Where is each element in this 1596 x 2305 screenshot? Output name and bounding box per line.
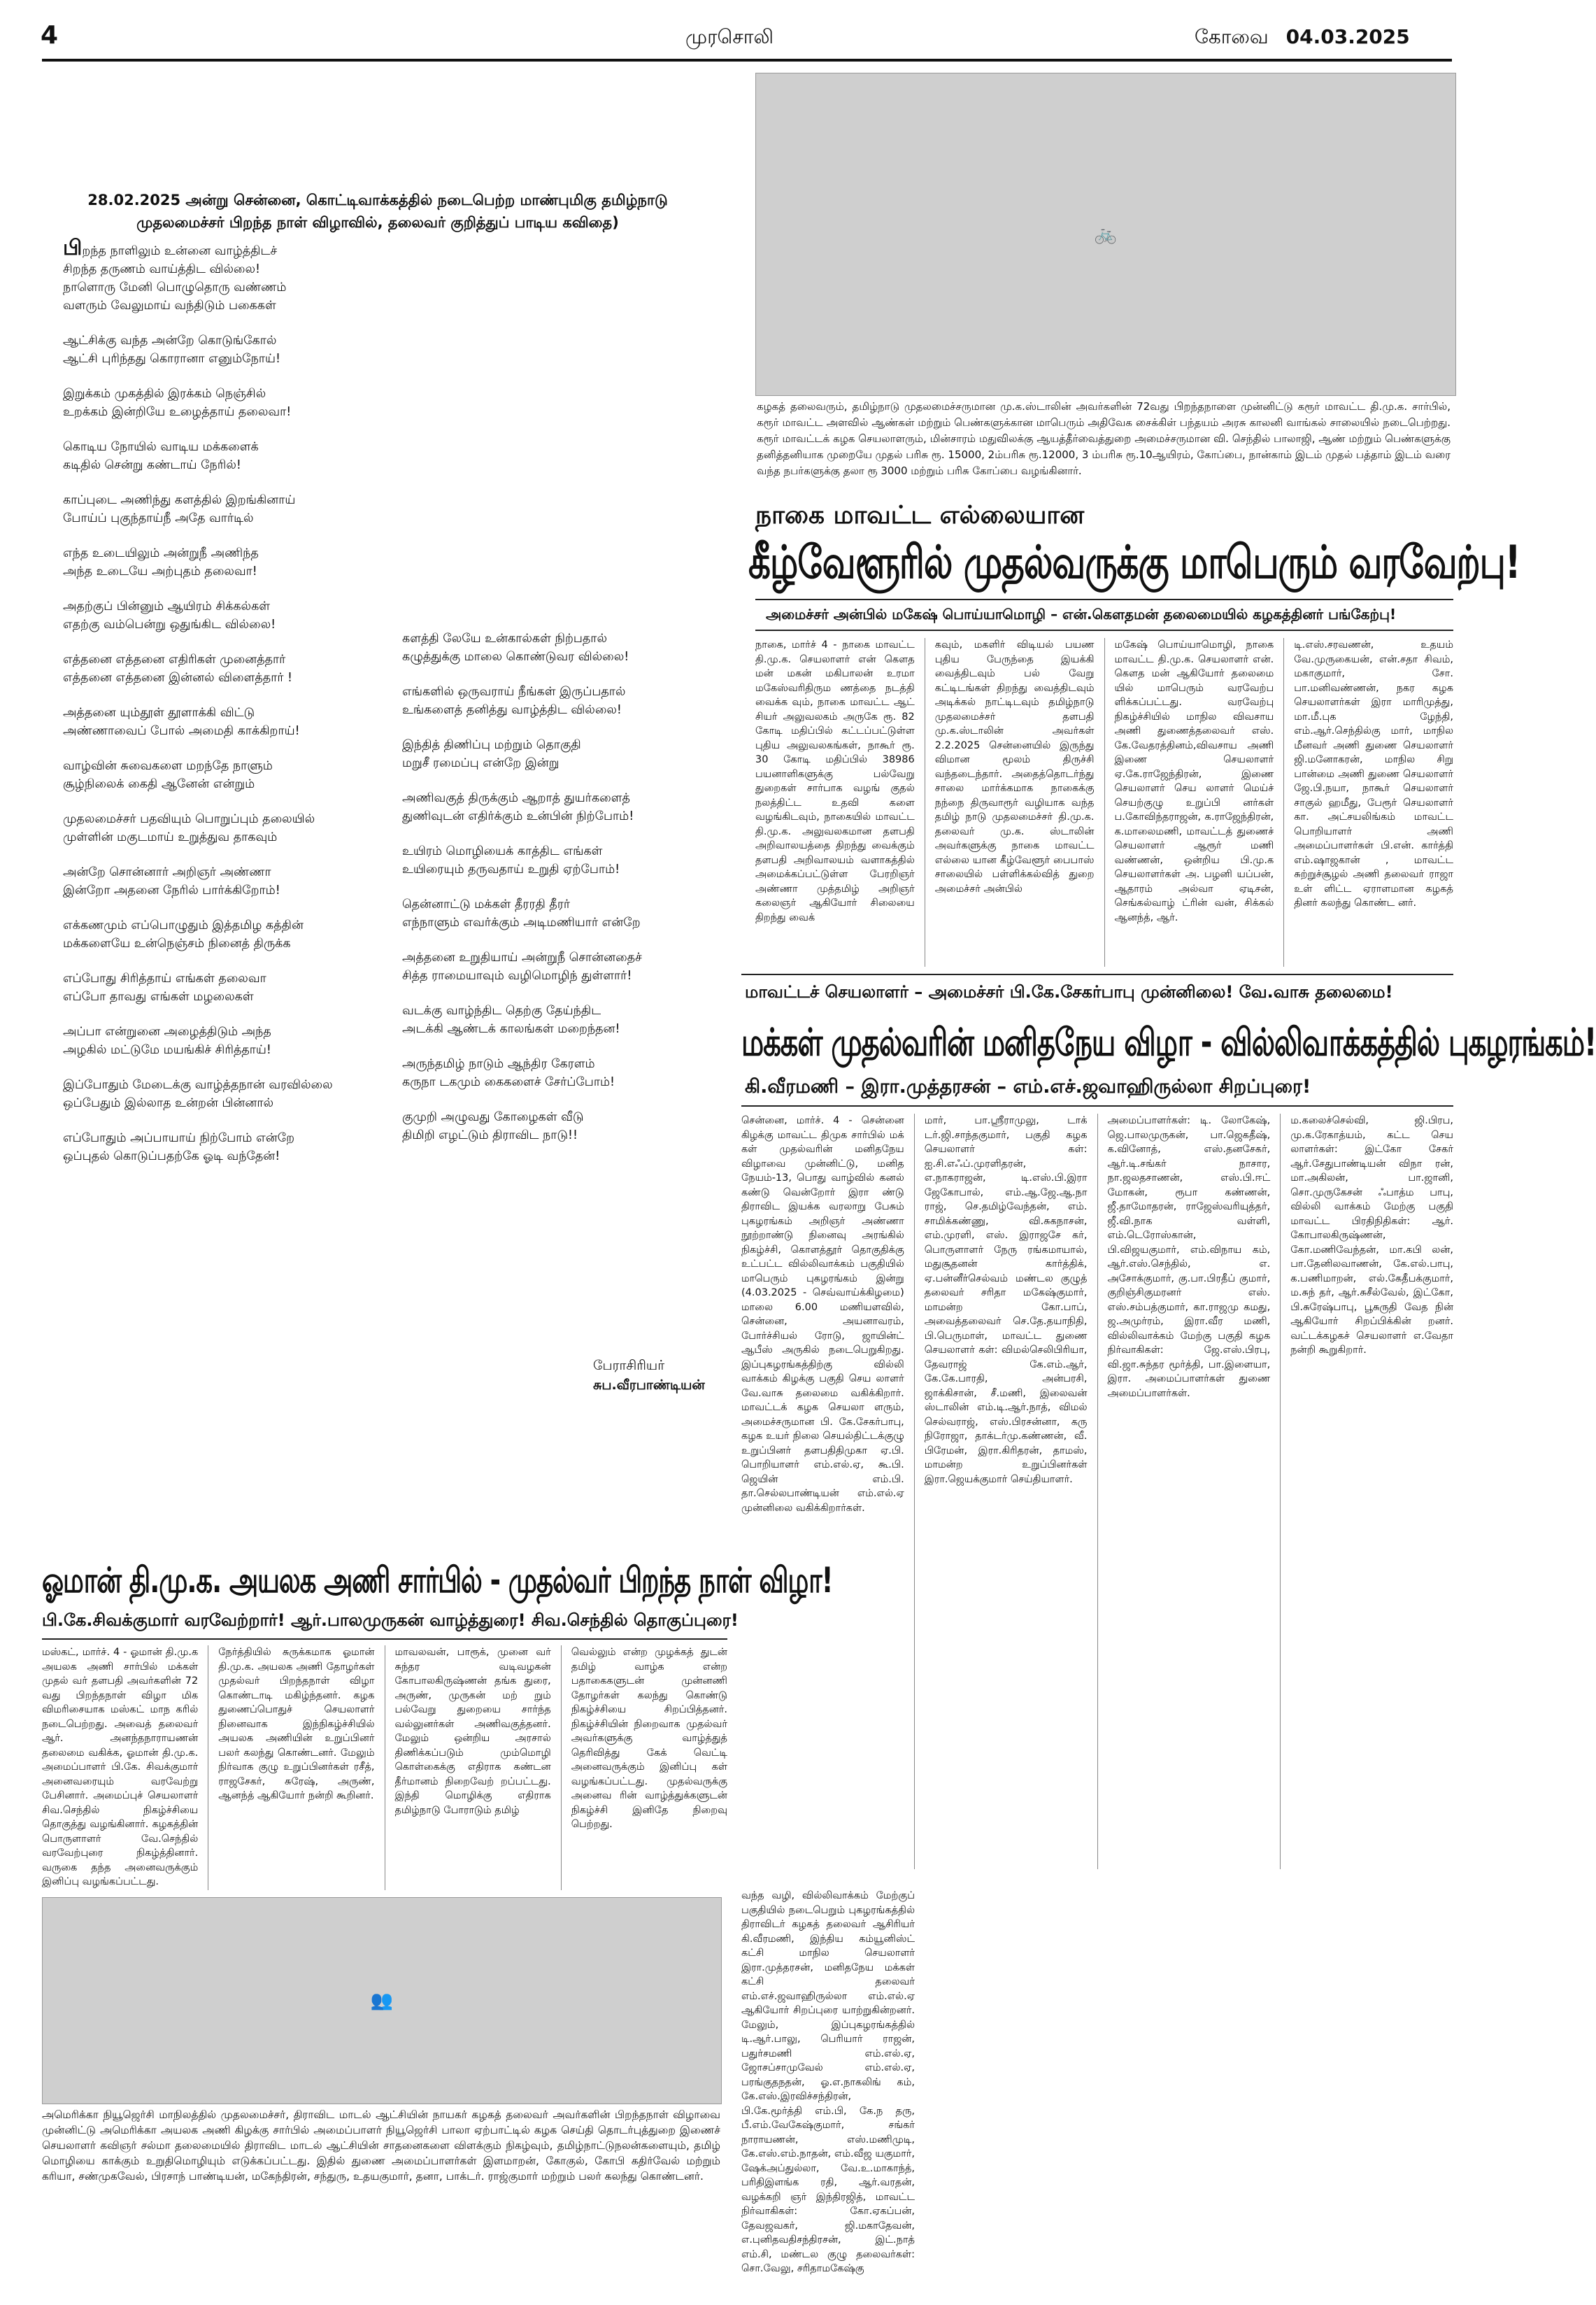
poem-line: தென்னாட்டு மக்கள் தீரரதி தீரர் xyxy=(402,898,571,912)
poem-verse xyxy=(63,863,385,900)
nagai-kicker: நாகை மாவட்ட எல்லையான xyxy=(755,501,1085,530)
karur-photo-caption: கழகத் தலைவரும், தமிழ்நாடு முதலமைச்சருமான மு.க.ஸ்டாலின் அவர்களின் 72வது பிறந்தநாளை முன்னிட்டு கரூர் மாவட்ட தி.மு.க. சார்பில், கரூர் மாவட்ட அளவில் ஆண்கள் மற்றும் பெண்களுக்கான மாபெரும் அதிவேக சைக்கிள் பந்தயம் அரசு காலனி வாங்கல் சாலையில் நடைபெற்றது. கரூர் மாவட்டக் கழக செயலாளரும், மின்சாரம் மதுவிலக்கு ஆயத்தீர்வைத்துறை அமைச்சருமான வி. செந்தில் பாலாஜி, ஆண் மற்றும் பெண்களுக்கு தனித்தனியாக முறையே முதல் பரிசு ரூ. 15000, 2ம்பரிசு ரூ.12000, 3 ம்பரிசு ரூ.10ஆயிரம், கோப்பை, நான்காம் இடம் முதல் பத்தாம் இடம் வரை வந்த நபர்களுக்கு தலா ரூ 3000 மற்றும் பரிசு கோப்பை வழங்கினார். xyxy=(757,400,1451,477)
poem-line: எக்கணமும் எப்பொழுதும் இத்தமிழ கத்தின் xyxy=(63,919,304,932)
poem-line: எப்போ தாவது எங்கள் மழலைகள் xyxy=(63,990,254,1004)
oman-column: நேர்த்தியில் சுருக்கமாக ஓமான் தி.மு.க. அயலக அணி தோழர்கள் முதல்வர் பிறந்தநாள் விழா கொண்டாடி மகிழ்ந்தனர். கழக துணைப்பொதுச் செயலாளர் நினைவாக இந்நிகழ்ச்சியில் அயலக அணியின் உறுப்பினர் பலர் கலந்து கொண்டனர். மேலும் நிர்வாக குழு உறுப்பினர்கள் ரசீத், ராஜசேகர், சுரேஷ், அருண், ஆனந்த் ஆகியோர் நன்றி கூறினர். xyxy=(218,1647,375,1801)
poem-line: சித்த ராமையாவும் வழிமொழிந் துள்ளார்! xyxy=(402,969,632,983)
poem-line: அண்ணாவைப் போல் அமைதி காக்கிறாய்! xyxy=(63,724,300,738)
poem-line: காப்புடை அணிந்து களத்தில் இறங்கினாய் xyxy=(63,493,296,507)
poem-verse xyxy=(63,1076,385,1112)
issue-date: 04.03.2025 xyxy=(1285,25,1410,48)
villivakkam-subhead: கி.வீரமணி – இரா.முத்தரசன் – எம்.எச்.ஜவாஹிருல்லா சிறப்புரை! xyxy=(745,1076,1311,1098)
poem-verse xyxy=(63,810,385,846)
oman-rule xyxy=(42,1638,727,1640)
poem-verse xyxy=(402,1108,731,1144)
poem-verse xyxy=(402,895,731,932)
poem-verse xyxy=(402,683,731,719)
oman-subhead: பி.கே.சிவக்குமார் வரவேற்றார்! ஆர்.பாலமுருகன் வாழ்த்துரை! சிவ.செந்தில் தொகுப்புரை! xyxy=(42,1610,739,1630)
poem-line: எங்களில் ஒருவராய் நீங்கள் இருப்பதால் xyxy=(402,685,626,699)
poem-verse xyxy=(63,438,385,474)
poem-line: மக்களையே உன்நெஞ்சம் நினைத் திருக்க xyxy=(63,937,291,951)
poem-line: அணிவகுத் திருக்கும் ஆறாத் துயர்களைத் xyxy=(402,791,630,805)
poem-line: எந்நாளும் எவர்க்கும் அடிமணியார் என்றே xyxy=(402,916,641,930)
poem-line: எந்த உடையிலும் அன்றுநீ அணிந்த xyxy=(63,546,259,560)
column-divider xyxy=(914,1114,915,1869)
oman-column: வெல்லும் என்ற முழக்கத் துடன் தமிழ் வாழ்க என்ற பதாகைகளுடன் முன்னணி தோழர்கள் கலந்து கொண்டு நிகழ்ச்சியை சிறப்பித்தனர். நிகழ்ச்சியின் நிறைவாக முதல்வர் அவர்களுக்கு வாழ்த்துத் தெரிவித்து கேக் வெட்டி அனைவருக்கும் இனிப்பு கள் வழங்கப்பட்டது. முதல்வருக்கு அனைவ ரின் வாழ்த்துக்களுடன் நிகழ்ச்சி இனிதே நிறைவு பெற்றது. xyxy=(571,1647,727,1830)
poem-line: குமுறி அழுவது கோழைகள் வீடு xyxy=(402,1110,584,1124)
poem-line: சிறந்த தருணம் வாய்த்திட வில்லை! xyxy=(63,262,260,276)
column-divider xyxy=(1283,638,1284,967)
column-divider xyxy=(1104,638,1105,967)
poem-line: அத்தனை உறுதியாய் அன்றுநீ சொன்னதைச் xyxy=(402,951,642,965)
poem-line: இந்தித் திணிப்பு மற்றும் தொகுதி xyxy=(402,738,581,752)
poem-line: இப்போதும் மேடைக்கு வாழ்த்தநான் வரவில்லை xyxy=(63,1078,333,1092)
poem-line: வாழ்வின் சுவைகளை மறந்தே நாளும் xyxy=(63,759,273,773)
poem-verse xyxy=(402,736,731,772)
poem-line: எதற்கு வம்பென்று ஒதுங்கிட வில்லை! xyxy=(63,618,276,632)
poem-line: முதலமைச்சர் பதவியும் பொறுப்பும் தலையில் xyxy=(63,812,315,826)
poem-line: மறுசீ ரமைப்பு என்றே இன்று xyxy=(402,756,560,770)
poem-title xyxy=(70,189,685,234)
poem-line: அந்த உடையே அற்புதம் தலைவா! xyxy=(63,565,257,579)
signature-title: பேராசிரியர் xyxy=(593,1358,665,1373)
poem-verse xyxy=(63,332,385,368)
poem-verse xyxy=(63,597,385,634)
poem-title-line1: 28.02.2025 அன்று சென்னை, கொட்டிவாக்கத்தில் நடைபெற்ற மாண்புமிகு தமிழ்நாடு xyxy=(87,192,668,208)
poem-line: எப்போதும் அப்பாயாய் நிற்போம் என்றே xyxy=(63,1131,295,1145)
edition-date xyxy=(1195,25,1410,51)
nagai-rule xyxy=(755,599,1453,600)
poem-line: உயிரம் மொழியைக் காத்திட எங்கள் xyxy=(402,844,603,858)
column-divider xyxy=(561,1645,562,1890)
villivakkam-headline: மக்கள் முதல்வரின் மனிதநேய விழா - வில்லிவாக்கத்தில் புகழரங்கம்! xyxy=(741,1021,1596,1065)
poem-line: ஆட்சிக்கு வந்த அன்றே கொடுங்கோல் xyxy=(63,334,277,348)
poem-verse xyxy=(402,1002,731,1038)
poem-line xyxy=(63,236,385,260)
villivakkam-body xyxy=(741,1114,1453,1869)
poem-verse xyxy=(402,1055,731,1091)
poem-line: அழகில் மட்டுமே மயங்கிச் சிரித்தாய்! xyxy=(63,1043,271,1057)
poem-line: போய்ப் புகுந்தாய்நீ அதே வார்டில் xyxy=(63,511,254,525)
oman-column: மஸ்கட், மார்ச். 4 - ஓமான் தி.மு.க அயலக அணி சார்பில் மக்கள் முதல் வர் தளபதி அவர்களின் 72 வது பிறந்தநாள் விழா மிக விமரிசையாக மஸ்கட் மாந கரில் நடைபெற்றது. அவைத் தலைவர் ஆர். அனந்தநாராயணன் தலைமை வகிக்க, ஓமான் தி.மு.க. அமைப்பாளர் பி.கே. சிவக்குமார் அனைவரையும் வரவேற்று பேசினார். அமைப்புச் செயலாளர் சிவ.செந்தில் நிகழ்ச்சியை தொகுத்து வழங்கினார். கழகத்தின் பொருளாளர் வே.செந்தில் வரவேற்புரை நிகழ்த்தினார். வருகை தந்த அனைவருக்கும் இனிப்பு வழங்கப்பட்டது. xyxy=(42,1647,199,1887)
masthead: முரசொலி xyxy=(685,25,774,48)
poem-line: அத்தனை யும்தூள் தூளாக்கி விட்டு xyxy=(63,706,255,720)
poem-line: எத்தனை எத்தனை இன்னல் விளைத்தார் ! xyxy=(63,671,293,685)
poem-line: உயிரையும் தருவதாய் உறுதி ஏற்போம்! xyxy=(402,863,620,877)
poem-line: கொடிய நோயில் வாடிய மக்களைக் xyxy=(63,440,259,454)
nagai-column: கவும், மகளிர் விடியல் பயண புதிய பேருந்தை இயக்கி வைத்திடவும் பல் வேறு கட்டிடங்கள் திறந்து வைத்திடவும் அடிக்கல் நாட்டிடவும் தமிழ்நாடு முதலமைச்சர் தளபதி மு.க.ஸ்டாலின் அவர்கள் 2.2.2025 சென்னையில் இருந்து விமான மூலம் திருச்சி வந்தடைந்தார். அதைத்தொடர்ந்து சாலை மார்க்கமாக நாகைக்கு நந்நை திருவாரூர் வழியாக வந்த தமிழ் நாடு முதலமைச்சர் தி.மு.க. தலைவர் மு.க. ஸ்டாலின் அவர்களுக்கு நாகை மாவட்ட எல்லை யான கீழ்வேளூர் பைபாஸ் சாலையில் பள்ளிக்கல்வித் துறை அமைச்சர் அன்பில் xyxy=(934,639,1095,895)
poem-line: கடிதில் சென்று கண்டாய் நேரில்! xyxy=(63,458,241,472)
poem-line: ஆட்சி புரிந்தது கொரானா எனும்நோய்! xyxy=(63,352,280,366)
signature-name: சுப.வீரபாண்டியன் xyxy=(593,1377,705,1393)
america-photo-caption: அமெரிக்கா நியூஜெர்சி மாநிலத்தில் முதலமைச்சர், திராவிட மாடல் ஆட்சியின் நாயகர் கழகத் தலைவர் அவர்களின் பிறந்தநாள் விழாவை முன்னிட்டு அமெரிக்கா அயலக அணி கிழக்கு சார்பில் அமைப்பாளர் நியூஜெர்சி பாலா ஏற்பாட்டில் கழக செய்தி தொடர்புத்துறை இணைச் செயலாளர் கவிஞர் சல்மா தலைமையில் திராவிட மாடல் ஆட்சியின் சாதனைகளை விளக்கும் நிகழ்வும், தமிழ்நாட்டுநலன்களையும், தமிழ் மொழியை காக்கும் உறுதிமொழியும் எடுக்கப்பட்டது. இதில் துணை அமைப்பாளர்கள் இளமாறன், கோகுல், கோபி கதிர்வேல் மற்றும் கரியா, சண்முகவேல், பிரசாந் பாண்டியன், மகேந்திரன், சந்துரு, உதயகுமார், தனா, பாக்டர். ராஜ்குமார் மற்றும் பலர் கலந்து கொண்டனர். xyxy=(42,2108,720,2183)
poem-right-column xyxy=(402,630,731,1161)
column-divider xyxy=(1280,1114,1281,1869)
poem-line: துணிவுடன் எதிர்க்கும் உன்பின் நிற்போம்! xyxy=(402,809,634,823)
poem-line: எத்தனை எத்தனை எதிரிகள் முனைத்தார் xyxy=(63,653,286,667)
poem-line: அருந்தமிழ் நாடும் ஆந்திர கேரளம் xyxy=(402,1057,595,1071)
poem-line: முள்ளின் மகுடமாய் உறுத்துவ தாகவும் xyxy=(63,830,278,844)
villivakkam-kicker: மாவட்டச் செயலாளர் – அமைச்சர் பி.கே.சேகர்பாபு முன்னிலை! வே.வாசு தலைமை! xyxy=(745,982,1393,1002)
poem-line-text: றந்த நாளிலும் உன்னை வாழ்த்திடச் xyxy=(82,244,278,258)
poem-title-line2: முதலமைச்சர் பிறந்த நாள் விழாவில், தலைவர் குறித்துப் பாடிய கவிதை) xyxy=(136,214,619,231)
nagai-column: மகேஷ் பொய்யாமொழி, நாகை மாவட்ட தி.மு.க. செயலாளர் என். கௌத மன் ஆகியோர் தலைமை யில் மாபெரும் வரவேற்ப ளிக்கப்பட்டது. வரவேற்பு நிகழ்ச்சியில் மாநில விவசாய அணி துணைத்தலைவர் எஸ். கே.வேதரத்தினம்,விவசாய அணி இணை செயலாளர் ஏ.கே.ராஜேந்திரன், இணை செயலாளர் செய லாளர் மெய்ச் செயற்குழு உறுப்பி னர்கள் ப.கோவிந்தராஜன், க.ராஜேந்திரன், க.மாலைமணி, மாவட்டத் துணைச் செயலாளர் ஆரூர் மணி வண்ணன், ஒன்றிய பி.மு.க செயலாளர்கள் அ. பழனி யப்பன், ஆதாரம் அல்வா ஏடிசன், செங்கல்வாழ் ட்ரின் வன், சிக்கல் ஆனந்த், ஆர். xyxy=(1114,639,1274,923)
poem-line: களத்தி லேயே உன்கால்கள் நிற்பதால் xyxy=(402,632,607,646)
poem-drop-cap: பி xyxy=(63,236,83,260)
villivakkam-continuation: வந்த வழி, வில்லிவாக்கம் மேற்குப் பகுதியில் நடைபெறும் புகழரங்கத்தில் திராவிடர் கழகத் தலைவர் ஆசிரியர் கி.வீரமணி, இந்திய கம்யூனிஸ்ட் கட்சி மாநில செயலாளர் இரா.முத்தரசன், மனிதநேய மக்கள் கட்சி தலைவர் எம்.எச்.ஜவாஹிருல்லா எம்.எல்.ஏ ஆகியோர் சிறப்புரை யாற்றுகின்றனர். மேலும், இப்புகழரங்கத்தில் டி.ஆர்.பாலு, பெரியார் ராஜன், பதுர்சமணி எம்.எல்.ஏ, ஜோசப்சாமுவேல் எம்.எல்.ஏ, பரங்குதநதன், ஓ.எ.நாகலிங் கம், கே.எஸ்.இரவிச்சந்திரன், பி.கே.மூர்த்தி எம்.பி, கே.ந தரு, பீ.எம்.வேகேஷ்குமார், சங்கர் நாராயணன், எஸ்.மணிமுடி, கே.எஸ்.எம்.நாதன், எம்.வீஜ யகுமார், ஷேக்அப்துல்லா, வே.உ.மாகாந்த், பரிதிஇளங்க ரதி, ஆர்.வரதன், வழக்கறி ஞர் இந்திரஜித், மாவட்ட நிர்வாகிகள்: கோ.ஏகப்பன், தேவஜவகர், ஜி.மகாதேவன், எ.புனிதவதிசந்திரசன், இட்.நாத் எம்.சி, மண்டல குழு தலைவர்கள்: சொ.வேலு, சரிதாமகேஷ்கு xyxy=(741,1890,915,2274)
oman-body xyxy=(42,1645,727,1890)
poem-verse xyxy=(402,949,731,985)
poem-line: வடக்கு வாழ்ந்திட தெற்கு தேய்ந்திட xyxy=(402,1004,601,1018)
oman-column: மாவலவன், பாரூக், முனை வர் சுந்தர வடிவழகன் கோபாலகிருஷ்ணன் தங்க துரை, அருண், முருகன் மற் றும் பல்வேறு துறையை சார்ந்த வல்லுனர்கள் அணிவகுத்தனர். மேலும் ஒன்றிய அரசால் திணிக்கப்படும் மும்மொழி கொள்கைக்கு எதிராக கண்டன தீர்மானம் நிறைவேற் றப்பட்டது. இந்தி மொழிக்கு எதிராக தமிழ்நாடு போராடும் தமிழ் xyxy=(394,1647,551,1816)
poem-verse xyxy=(63,651,385,687)
page-number: 4 xyxy=(41,21,59,50)
poem-verse xyxy=(63,970,385,1006)
poem-verse xyxy=(63,757,385,793)
poem-verse xyxy=(63,385,385,421)
edition-name: கோவை xyxy=(1195,25,1269,48)
villivakkam-top-rule xyxy=(741,974,1453,975)
poem-line: ஒப்புதல் கொடுப்பதற்கே ஓடி வந்தேன்! xyxy=(63,1149,280,1163)
nagai-headline: கீழ்வேளூரில் முதல்வருக்கு மாபெரும் வரவேற்பு! xyxy=(748,536,1520,589)
nagai-column: டி.எஸ்.சரவணன், உதயம் வே.முருகையன், என்.சதா சிவம், மகாகுமார், சோ. பா.மனிவண்ணன், நகர கழக செயலாளர்கள் இரா மாரிமுத்து, மா.மீ.புக ழேந்தி, எம்.ஆர்.செந்தில்கு மார், மாநில மீனவர் அணி துணை செயலாளர் ஜி.மனோகரன், மாநில சிறு பான்மை அணி துணை செயலாளர் ஜே.பி.நயா, நாகூர் செயலாளர் சாகுல் ஹமீது, பேரூர் செயலாளர் கா. அட்சயலிங்கம் மாவட்ட பொறியாளர் அணி அமைப்பாளர்கள் பி.என். கார்த்தி எம்.ஷாஜகான் , மாவட்ட சுற்றுச்சூழல் அணி தலைவர் ராஜா உள் ளிட்ட ஏராளமான கழகத் தினர் கலந்து கொண்ட னர். xyxy=(1294,639,1453,909)
poem-line: உங்களைத் தனித்து வாழ்த்திட வில்லை! xyxy=(402,703,622,717)
poem-verse xyxy=(63,236,385,315)
poem-signature xyxy=(593,1356,705,1395)
poem-line: அதற்குப் பின்னும் ஆயிரம் சிக்கல்கள் xyxy=(63,600,271,614)
nagai-body xyxy=(755,638,1453,967)
oman-headline: ஓமான் தி.மு.க. அயலக அணி சார்பில் - முதல்வர் பிறந்த நாள் விழா! xyxy=(42,1560,833,1601)
poem-line: எப்போது சிரித்தாய் எங்கள் தலைவா xyxy=(63,972,266,986)
poem-line: கருநா டகமும் கைகளைச் சேர்ப்போம்! xyxy=(402,1075,615,1089)
poem-line: திமிறி எழட்டும் திராவிட நாடு!! xyxy=(402,1128,578,1142)
nagai-column: நாகை, மார்ச் 4 - நாகை மாவட்ட தி.மு.க. செயலாளர் என் கௌத மன் மகன் மகிபாலன் உரமா மகேஸ்வரிதிரும ணத்தை நடத்தி வைக்க வும், நாகை மாவட்ட ஆட் சியர் அலுவலகம் அருகே ரூ. 82 கோடி மதிப்பில் கட்டப்பட்டுள்ள புதிய அலுவலகங்கள், நாகூர் ரூ. 30 கோடி மதிப்பில் 38986 பயனாளிகளுக்கு பல்வேறு துறைகள் சார்பாக வழங் குதல் நலத்திட்ட உதவி களை வழங்கிடவும், நாகையில் மாவட்ட தி.மு.க. அலுவலகமான தளபதி அறிவாலயத்தை திறந்து வைக்கும் தளபதி அறிவாலயம் வளாகத்தில் அமைக்கப்பட்டுள்ள பேரறிஞர் அண்ணா முத்தமிழ் அறிஞர் கலைஞர் ஆகியோர் சிலையை திறந்து வைக் xyxy=(755,639,915,923)
poem-line: ஒப்பேதும் இல்லாத உன்றன் பின்னால் xyxy=(63,1096,273,1110)
new-jersey-event-photo: 👥 xyxy=(42,1897,722,2104)
villivakkam-column: மார், பா.ஸ்ரீராமுலு, டாக் டர்.ஜி.சாந்தகுமார், பகுதி கழக செயலாளர் கள்: ஐ.சி.எஃப்.முரளிதரன், எ.நாகராஜன், டி.எஸ்.பி.இரா ஜேகோபால், எம்.ஆ.ஜே.ஆ.நா ராஜ், செ.தமிழ்வேந்தன், எம். சாமிக்கண்ணு, வி.சுகநாசன், எம்.முரளி, எஸ். இராஜசே கர், பொருளாளர் நேரு ரங்கமாயால், மதுசூதனன் கார்த்திக், ஏ.பன்னீர்செல்வம் மண்டல குழுத் தலைவர் சரிதா மகேஷ்குமார், மாமன்ற கோ.பாப், அவைத்தலைவர் செ.தே.தயாநிதி, பி.பெருமாள், மாவட்ட துணை செயலாளர் கள்: விமல்செலிபிரியா, தேவராஜ் கே.எம்.ஆர், கே.கே.பாரதி, அன்பரசி, ஜாக்கிசான், சீ.மணி, இலைவன் ஸ்டாலின் எம்.டி.ஆர்.நாத், விமல் செல்வராஜ், எஸ்.பிரசன்னா, கரு நிரோஜா, தாக்டர்மு.கண்ணன், வீ. பிரேமன், இரா.கிரிதரன், தாமஸ், மாமன்ற உறுப்பினர்கள் இரா.ஜெயக்குமார் செய்தியாளர். xyxy=(924,1115,1088,1485)
villivakkam-column: ம.கலைச்செல்வி, ஜி.பிரப, மு.க.ரேகாத்யம், கட்ட செய லாளர்கள்: இட்கோ சேகர் ஆர்.சேதுபாண்டியன் விநா ரன், மா.அகிலன், பா.ஜானி, சொ.முருகேசன் ஃபாத்ம பாபு, வில்லி வாக்கம் மேற்கு பகுதி மாவட்ட பிரதிநிதிகள்: ஆர். கோபாலகிருஷ்ணன், கோ.மணிவேந்தன், மா.கபி லன், பா.தேனிலவாணன், கே.எல்.பாபு, க.பணிமாறன், எல்.கேதீபக்குமார், ம.சுந் தர், ஆர்.சுசீல்வேல், இட்கோ, பி.சுரேஷ்பாபு, பூசுருதி வேத நின் ஆகியோர் சிறப்பிக்கின் றனர். வட்டக்கழகச் செயலாளர் எ.வேதா நன்றி கூறுகிறார். xyxy=(1290,1115,1453,1356)
nagai-subhead: அமைச்சர் அன்பில் மகேஷ் பொய்யாமொழி – என்.கௌதமன் தலைமையில் கழகத்தினர் பங்கேற்பு! xyxy=(766,606,1397,623)
poem-line: நாளொரு மேனி பொழுதொரு வண்ணம் xyxy=(63,281,287,295)
poem-line: அப்பா என்றுனை அழைத்திடும் அந்த xyxy=(63,1025,271,1039)
poem-left-column xyxy=(63,236,385,1182)
poem-line: இறுக்கம் முகத்தில் இரக்கம் நெஞ்சில் xyxy=(63,387,266,401)
poem-line: அடக்கி ஆண்டக் காலங்கள் மறைந்தன! xyxy=(402,1022,620,1036)
poem-line: உறக்கம் இன்றியே உழைத்தாய் தலைவா! xyxy=(63,405,292,419)
poem-verse xyxy=(402,630,731,666)
nagai-rule-2 xyxy=(755,630,1453,631)
header-rule xyxy=(42,59,1452,62)
poem-verse xyxy=(63,544,385,581)
villivakkam-column: சென்னை, மார்ச். 4 - சென்னை கிழக்கு மாவட்ட திமுக சார்பில் மக் கள் முதல்வரின் மனிதநேய விழாவை முன்னிட்டு, மனித நேயம்-13, பொது வாழ்வில் கனல் கண்டு வென்றோர் இரா ண்டு திராவிட இயக்க வரலாறு பேசும் புகழரங்கம் அறிஞர் அண்ணா நூற்றாண்டு நினைவு அரங்கில் நிகழ்ச்சி, கொளத்தூர் தொகுதிக்கு உட்பட்ட வில்லிவாக்கம் பகுதியில் மாபெரும் புகழரங்கம் இன்று (4.03.2025 - செவ்வாய்க்கிழமை) மாலை 6.00 மணியளவில், சென்னை, அயனாவரம், போர்ச்சியல் ரோடு, ஜாயின்ட் ஆபீஸ் அருகில் நடைபெறுகிறது. இப்புகழரங்கத்திற்கு வில்லி வாக்கம் கிழக்கு பகுதி செய லாளர் வே.வாசு தலைமை வகிக்கிறார். மாவட்டக் கழக செயலா ளரும், அமைச்சருமான பி. கே.சேகர்பாபு, கழக உயர் நிலை செயல்திட்டக்குழு உறுப்பினர் தளபதிதிமுகா ஏ.பி. பொறியாளர் எம்.எல்.ஏ, கூ.பி. ஜெயின் எம்.பி. தா.செல்லபாண்டியன் எம்.எல்.ஏ முன்னிலை வகிக்கிறார்கள். xyxy=(741,1115,904,1514)
poem-line: சூழ்நிலைக் கைதி ஆனேன் என்றும் xyxy=(63,777,255,791)
poem-line: கழுத்துக்கு மாலை கொண்டுவர வில்லை! xyxy=(402,650,629,664)
poem-verse xyxy=(402,789,731,825)
poem-verse xyxy=(63,704,385,740)
poem-verse xyxy=(63,1023,385,1059)
poem-line: வளரும் வேலுமாய் வந்திடும் பகைகள் xyxy=(63,299,276,313)
poem-verse xyxy=(63,916,385,953)
poem-verse xyxy=(63,1129,385,1165)
poem-verse xyxy=(402,842,731,879)
cycle-race-photo: 🚲 xyxy=(755,73,1456,396)
villivakkam-rule xyxy=(741,1105,1453,1107)
villivakkam-column: அமைப்பாளர்கள்: டி. லோகேஷ், ஜெ.பாலமுருகன், பா.ஜெகதீஷ், க.வினோத், எஸ்.தனசேகர், ஆர்.டி.சங்கர் நாசார, நா.ஜலதசாணன், எஸ்.பி.ஈட் மோகன், ரூபா கண்ணன், ஜீ.தாமோதரன், ராஜேஸ்வரியுத்தர், ஜீ.வி.நாக வள்ளி, எம்.டெரோஸ்கான், பி.விஜயகுமார், எம்.விநாய கம், ஆர்.எஸ்.செந்தில், எ. அசோக்குமார், கு.பா.பிரதீப் குமார், குறிஞ்சிகுமரனா் எஸ். எஸ்.சம்பத்குமார், கா.ராஜமு கமது, ஜ.அமுர்ரம், இரா.வீர மணி, வில்லிவாக்கம் மேற்கு பகுதி கழக நிர்வாகிகள்: ஜே.எஸ்.பிரபு, வி.ஜா.சுந்தர மூர்த்தி, பா.இளையா, இரா. அமைப்பாளர்கள் துணை அமைப்பாளர்கள். xyxy=(1107,1115,1271,1399)
column-divider xyxy=(1097,1114,1098,1869)
poem-verse xyxy=(63,491,385,527)
poem-line: இன்றோ அதனை நேரில் பார்க்கிறோம்! xyxy=(63,884,280,898)
poem-line: அன்றே சொன்னார் அறிஞர் அண்ணா xyxy=(63,865,271,879)
